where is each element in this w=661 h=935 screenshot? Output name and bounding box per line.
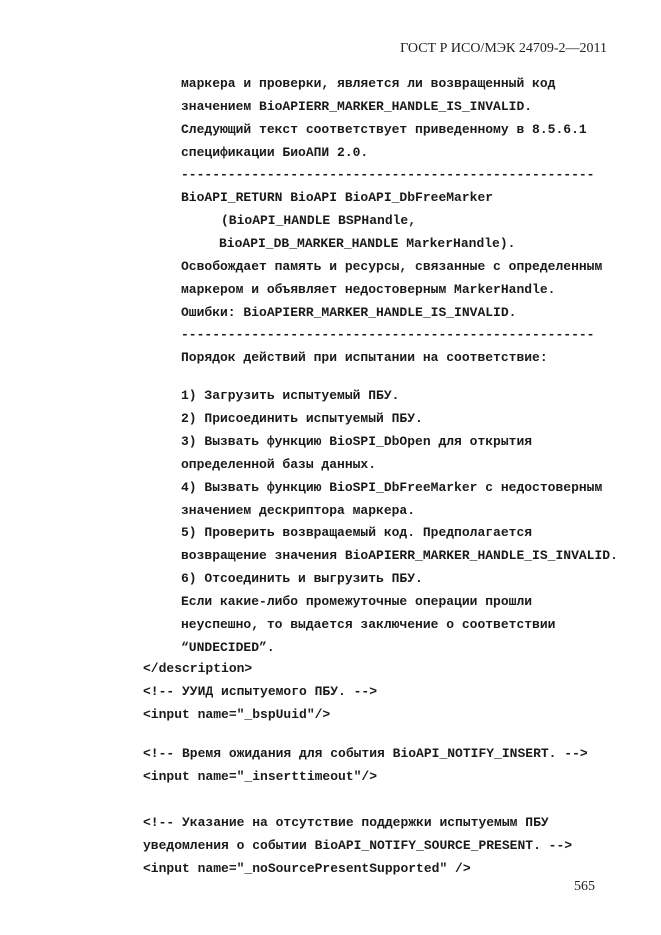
code-line: 3) Вызвать функцию BioSPI_DbOpen для открытия [181,434,533,449]
code-line: </description> [143,661,253,676]
code-line: 1) Загрузить испытуемый ПБУ. [181,388,400,403]
code-line: 6) Отсоединить и выгрузить ПБУ. [181,571,423,586]
code-line: <input name="_inserttimeout"/> [143,769,378,784]
code-line: возвращение значения BioAPIERR_MARKER_HANDLE_IS_INVALID. [181,548,618,563]
code-line: определенной базы данных. [181,457,377,472]
page-number: 565 [574,879,595,894]
code-line: Следующий текст соответствует приведенному в 8.5.6.1 [181,122,587,137]
code-line: Освобождает память и ресурсы, связанные с определенным [181,259,603,274]
code-line: значением BioAPIERR_MARKER_HANDLE_IS_INVALID. [181,99,533,114]
code-line: неуспешно, то выдается заключение о соответствии [181,617,556,632]
code-line: (BioAPI_HANDLE BSPHandle, [221,213,417,228]
code-line: 4) Вызвать функцию BioSPI_DbFreeMarker с недостоверным [181,480,603,495]
document-header-standard-code: ГОСТ Р ИСО/МЭК 24709-2—2011 [400,41,607,56]
code-line: ----------------------------------------------------- [181,167,595,182]
code-line: значением дескриптора маркера. [181,503,416,518]
code-line: <!-- Время ожидания для события BioAPI_NOTIFY_INSERT. --> [143,746,588,761]
code-line: <input name="_noSourcePresentSupported" /> [143,861,471,876]
code-line: Порядок действий при испытании на соответствие: [181,350,548,365]
code-line: “UNDECIDED”. [181,640,275,655]
code-line: маркера и проверки, является ли возвращенный код [181,76,556,91]
code-line: Ошибки: BioAPIERR_MARKER_HANDLE_IS_INVALID. [181,305,517,320]
code-line: <input name="_bspUuid"/> [143,707,331,722]
code-line: ----------------------------------------------------- [181,327,595,342]
code-line: <!-- Указание на отсутствие поддержки испытуемым ПБУ [143,815,549,830]
code-line: спецификации БиоАПИ 2.0. [181,145,369,160]
code-line: <!-- УУИД испытуемого ПБУ. --> [143,684,378,699]
code-line: 5) Проверить возвращаемый код. Предполагается [181,525,533,540]
code-line: BioAPI_DB_MARKER_HANDLE MarkerHandle). [219,236,516,251]
code-line: уведомления о событии BioAPI_NOTIFY_SOURCE_PRESENT. --> [143,838,573,853]
code-line: маркером и объявляет недостоверным MarkerHandle. [181,282,556,297]
code-line: Если какие-либо промежуточные операции прошли [181,594,533,609]
code-line: 2) Присоединить испытуемый ПБУ. [181,411,423,426]
code-line: BioAPI_RETURN BioAPI BioAPI_DbFreeMarker [181,190,494,205]
